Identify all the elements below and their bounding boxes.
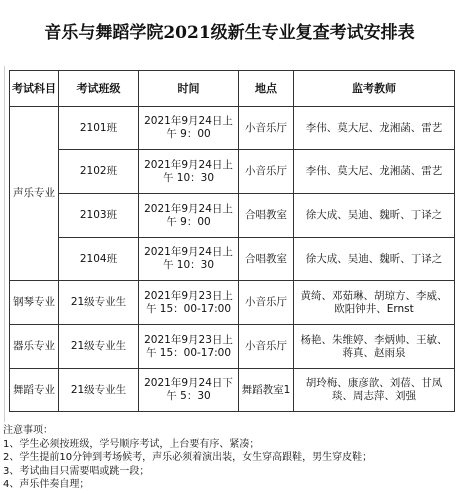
class-cell: 2104班 (59, 238, 139, 281)
exam-schedule-table (9, 70, 455, 412)
place-cell: 合唱教室 (239, 194, 294, 238)
time-cell: 2021年9月23日上午 15：00-17:00 (139, 281, 239, 325)
class-cell: 2103班 (59, 194, 139, 238)
header-place: 地点 (239, 71, 294, 107)
place-cell: 舞蹈教室1 (239, 369, 294, 412)
header-class: 考试班级 (59, 71, 139, 107)
place-cell: 小音乐厅 (239, 281, 294, 325)
class-cell: 2101班 (59, 107, 139, 150)
time-cell: 2021年9月24日上午 10：30 (139, 150, 239, 194)
subject-cell: 器乐专业 (10, 325, 59, 369)
class-cell: 21级专业生 (59, 369, 139, 412)
teachers-cell: 李伟、莫大尼、龙湘菡、雷艺 (294, 150, 455, 194)
notes-heading: 注意事项： (3, 425, 53, 436)
header-teachers: 监考教师 (294, 71, 455, 107)
class-cell: 21级专业生 (59, 281, 139, 325)
table-row (10, 369, 455, 412)
subject-cell: 声乐专业 (10, 107, 59, 281)
teachers-cell: 黄绮、邓茹琳、胡琼方、李威、欧阳钟井、Ernst (294, 281, 455, 325)
teachers-cell: 徐大成、吴迪、魏昕、丁译之 (294, 238, 455, 281)
place-cell: 小音乐厅 (239, 325, 294, 369)
header-subject: 考试科目 (10, 71, 59, 107)
place-cell: 小音乐厅 (239, 107, 294, 150)
table-row (10, 325, 455, 369)
note-item: 4、声乐伴奏自理； (3, 479, 90, 491)
time-cell: 2021年9月23日上午 15：00-17:00 (139, 325, 239, 369)
time-cell: 2021年9月24日上午 9：00 (139, 194, 239, 238)
table-header-row (10, 71, 455, 107)
note-item: 2、学生提前10分钟到考场候考，声乐必须着演出装，女生穿高跟鞋，男生穿皮鞋； (3, 452, 373, 464)
place-cell: 合唱教室 (239, 238, 294, 281)
table-row (10, 281, 455, 325)
place-cell: 小音乐厅 (239, 150, 294, 194)
time-cell: 2021年9月24日上午 10：30 (139, 238, 239, 281)
page-title: 音乐与舞蹈学院2021级新生专业复查考试安排表 (44, 23, 415, 43)
class-cell: 21级专业生 (59, 325, 139, 369)
table-row (10, 238, 455, 281)
teachers-cell: 胡玲梅、康彦歆、刘蓓、甘凤琰、周志萍、刘强 (294, 369, 455, 412)
note-item: 3、考试曲目只需要唱或跳一段； (3, 465, 150, 477)
subject-cell: 舞蹈专业 (10, 369, 59, 412)
teachers-cell: 徐大成、吴迪、魏昕、丁译之 (294, 194, 455, 238)
table-row (10, 150, 455, 194)
left-border-line (4, 66, 5, 422)
time-cell: 2021年9月24日下午 5：30 (139, 369, 239, 412)
header-time: 时间 (139, 71, 239, 107)
note-item: 1、学生必须按班级，学号顺序考试，上台要有序、紧凑； (3, 438, 260, 450)
time-cell: 2021年9月24日上午 9：00 (139, 107, 239, 150)
table-row (10, 194, 455, 238)
teachers-cell: 李伟、莫大尼、龙湘菡、雷艺 (294, 107, 455, 150)
class-cell: 2102班 (59, 150, 139, 194)
notes-section (3, 424, 455, 492)
subject-cell: 钢琴专业 (10, 281, 59, 325)
table-row (10, 107, 455, 150)
teachers-cell: 杨艳、朱维婷、李炳帅、王敏、蒋真、赵雨泉 (294, 325, 455, 369)
